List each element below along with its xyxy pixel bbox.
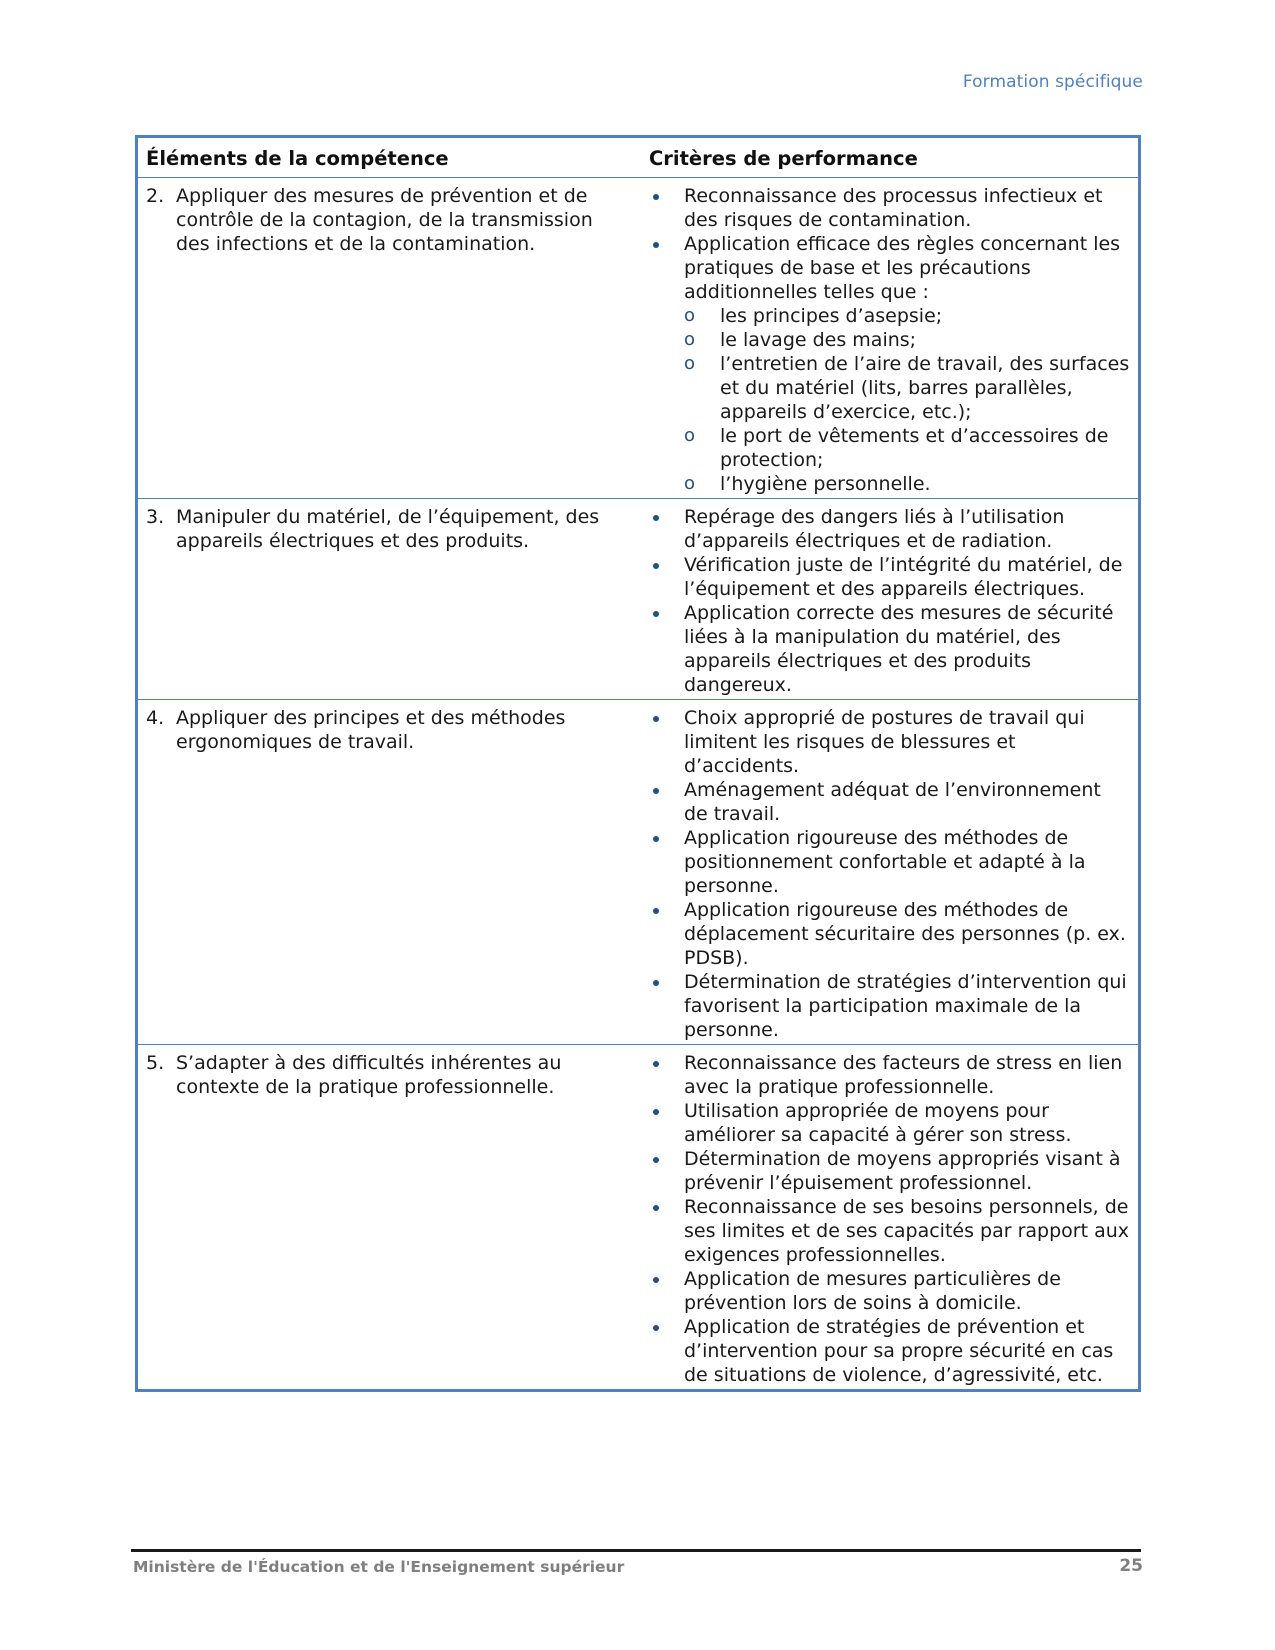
element-number: 2.: [146, 185, 165, 207]
sub-criteria-list: [684, 304, 1130, 496]
element-cell: [138, 1045, 641, 1390]
bullet-icon: [653, 908, 659, 914]
criteria-item: [649, 778, 1130, 826]
bullet-icon: [653, 980, 659, 986]
criteria-item: [649, 505, 1130, 553]
criteria-text: Application de mesures particulières de prévention lors de soins à domicile.: [684, 1268, 1061, 1314]
criteria-cell: [641, 499, 1138, 700]
column-header-elements: Éléments de la compétence: [138, 138, 641, 178]
sub-criteria-item: [684, 472, 1130, 496]
table-body: [138, 178, 1138, 1390]
element-text: Appliquer des mesures de prévention et de contrôle de la contagion, de la transmission des infections et de la contamination.: [176, 185, 593, 255]
sub-criteria-text: les principes d’asepsie;: [720, 305, 943, 327]
sub-criteria-item: [684, 352, 1130, 424]
bullet-icon: [653, 1109, 659, 1115]
sub-criteria-item: [684, 328, 1130, 352]
sub-criteria-text: le port de vêtements et d’accessoires de protection;: [720, 425, 1109, 471]
element-cell: [138, 499, 641, 700]
sub-criteria-text: l’hygiène personnelle.: [720, 473, 931, 495]
criteria-list: [649, 505, 1130, 697]
bullet-icon: [653, 1325, 659, 1331]
criteria-item: [649, 184, 1130, 232]
bullet-icon: [653, 1205, 659, 1211]
criteria-text: Aménagement adéquat de l’environnement de travail.: [684, 779, 1101, 825]
criteria-text: Reconnaissance des facteurs de stress en lien avec la pratique professionnelle.: [684, 1052, 1123, 1098]
criteria-text: Reconnaissance de ses besoins personnels, de ses limites et de ses capacités par rapport aux exigences professionnelles.: [684, 1196, 1130, 1266]
criteria-item: [649, 232, 1130, 496]
criteria-item: [649, 1099, 1130, 1147]
criteria-text: Application correcte des mesures de sécurité liées à la manipulation du matériel, des appareils électriques et des produits dangereux.: [684, 602, 1114, 696]
circle-bullet-icon: o: [684, 473, 696, 494]
criteria-text: Détermination de stratégies d’intervention qui favorisent la participation maximale de la personne.: [684, 971, 1127, 1041]
criteria-item: [649, 601, 1130, 697]
circle-bullet-icon: o: [684, 329, 696, 350]
sub-criteria-item: [684, 304, 1130, 328]
table-row: [138, 700, 1138, 1045]
criteria-list: [649, 184, 1130, 496]
bullet-icon: [653, 716, 659, 722]
criteria-item: [649, 970, 1130, 1042]
criteria-cell: [641, 178, 1138, 499]
criteria-item: [649, 1267, 1130, 1315]
table-row: [138, 1045, 1138, 1390]
table-header-row: [138, 138, 1138, 178]
page-number: 25: [1119, 1556, 1143, 1576]
bullet-icon: [653, 1061, 659, 1067]
section-header: Formation spécifique: [962, 72, 1143, 92]
criteria-list: [649, 1051, 1130, 1387]
footer-rule: [131, 1549, 1141, 1552]
criteria-text: Détermination de moyens appropriés visant à prévenir l’épuisement professionnel.: [684, 1148, 1121, 1194]
element-text: S’adapter à des difficultés inhérentes au contexte de la pratique professionnelle.: [176, 1052, 562, 1098]
element-number: 4.: [146, 707, 165, 729]
bullet-icon: [653, 194, 659, 200]
criteria-text: Application de stratégies de prévention et d’intervention pour sa propre sécurité en cas de situations de violence, d’agressivité, etc.: [684, 1316, 1114, 1386]
criteria-text: Utilisation appropriée de moyens pour améliorer sa capacité à gérer son stress.: [684, 1100, 1072, 1146]
criteria-item: [649, 553, 1130, 601]
bullet-icon: [653, 611, 659, 617]
criteria-text: Repérage des dangers liés à l’utilisation d’appareils électriques et de radiation.: [684, 506, 1065, 552]
sub-criteria-text: le lavage des mains;: [720, 329, 917, 351]
sub-criteria-item: [684, 424, 1130, 472]
element-number: 3.: [146, 506, 165, 528]
criteria-item: [649, 1147, 1130, 1195]
circle-bullet-icon: o: [684, 425, 696, 446]
criteria-text: Application rigoureuse des méthodes de positionnement confortable et adapté à la personne.: [684, 827, 1086, 897]
circle-bullet-icon: o: [684, 353, 696, 374]
bullet-icon: [653, 242, 659, 248]
circle-bullet-icon: o: [684, 305, 696, 326]
criteria-item: [649, 706, 1130, 778]
table-row: [138, 499, 1138, 700]
criteria-item: [649, 826, 1130, 898]
bullet-icon: [653, 515, 659, 521]
element-text: Manipuler du matériel, de l’équipement, des appareils électriques et des produits.: [176, 506, 600, 552]
criteria-item: [649, 1315, 1130, 1387]
criteria-text: Choix approprié de postures de travail qui limitent les risques de blessures et d’accidents.: [684, 707, 1085, 777]
element-cell: [138, 178, 641, 499]
criteria-cell: [641, 1045, 1138, 1390]
table-row: [138, 178, 1138, 499]
bullet-icon: [653, 1277, 659, 1283]
criteria-item: [649, 1051, 1130, 1099]
criteria-text: Vérification juste de l’intégrité du matériel, de l’équipement et des appareils électriques.: [684, 554, 1123, 600]
bullet-icon: [653, 1157, 659, 1163]
bullet-icon: [653, 836, 659, 842]
criteria-item: [649, 1195, 1130, 1267]
criteria-text: Application rigoureuse des méthodes de déplacement sécuritaire des personnes (p. ex. PDSB).: [684, 899, 1126, 969]
criteria-text: Application efficace des règles concernant les pratiques de base et les précautions additionnelles telles que :: [684, 233, 1121, 303]
footer-ministry: Ministère de l'Éducation et de l'Enseignement supérieur: [133, 1558, 625, 1576]
sub-criteria-text: l’entretien de l’aire de travail, des surfaces et du matériel (lits, barres parallèles, appareils d’exercice, etc.);: [720, 353, 1130, 423]
criteria-list: [649, 706, 1130, 1042]
element-text: Appliquer des principes et des méthodes ergonomiques de travail.: [176, 707, 566, 753]
criteria-text: Reconnaissance des processus infectieux et des risques de contamination.: [684, 185, 1103, 231]
competence-table: [135, 135, 1141, 1392]
criteria-item: [649, 898, 1130, 970]
criteria-cell: [641, 700, 1138, 1045]
bullet-icon: [653, 788, 659, 794]
element-cell: [138, 700, 641, 1045]
column-header-criteria: Critères de performance: [641, 138, 1138, 178]
bullet-icon: [653, 563, 659, 569]
element-number: 5.: [146, 1052, 165, 1074]
